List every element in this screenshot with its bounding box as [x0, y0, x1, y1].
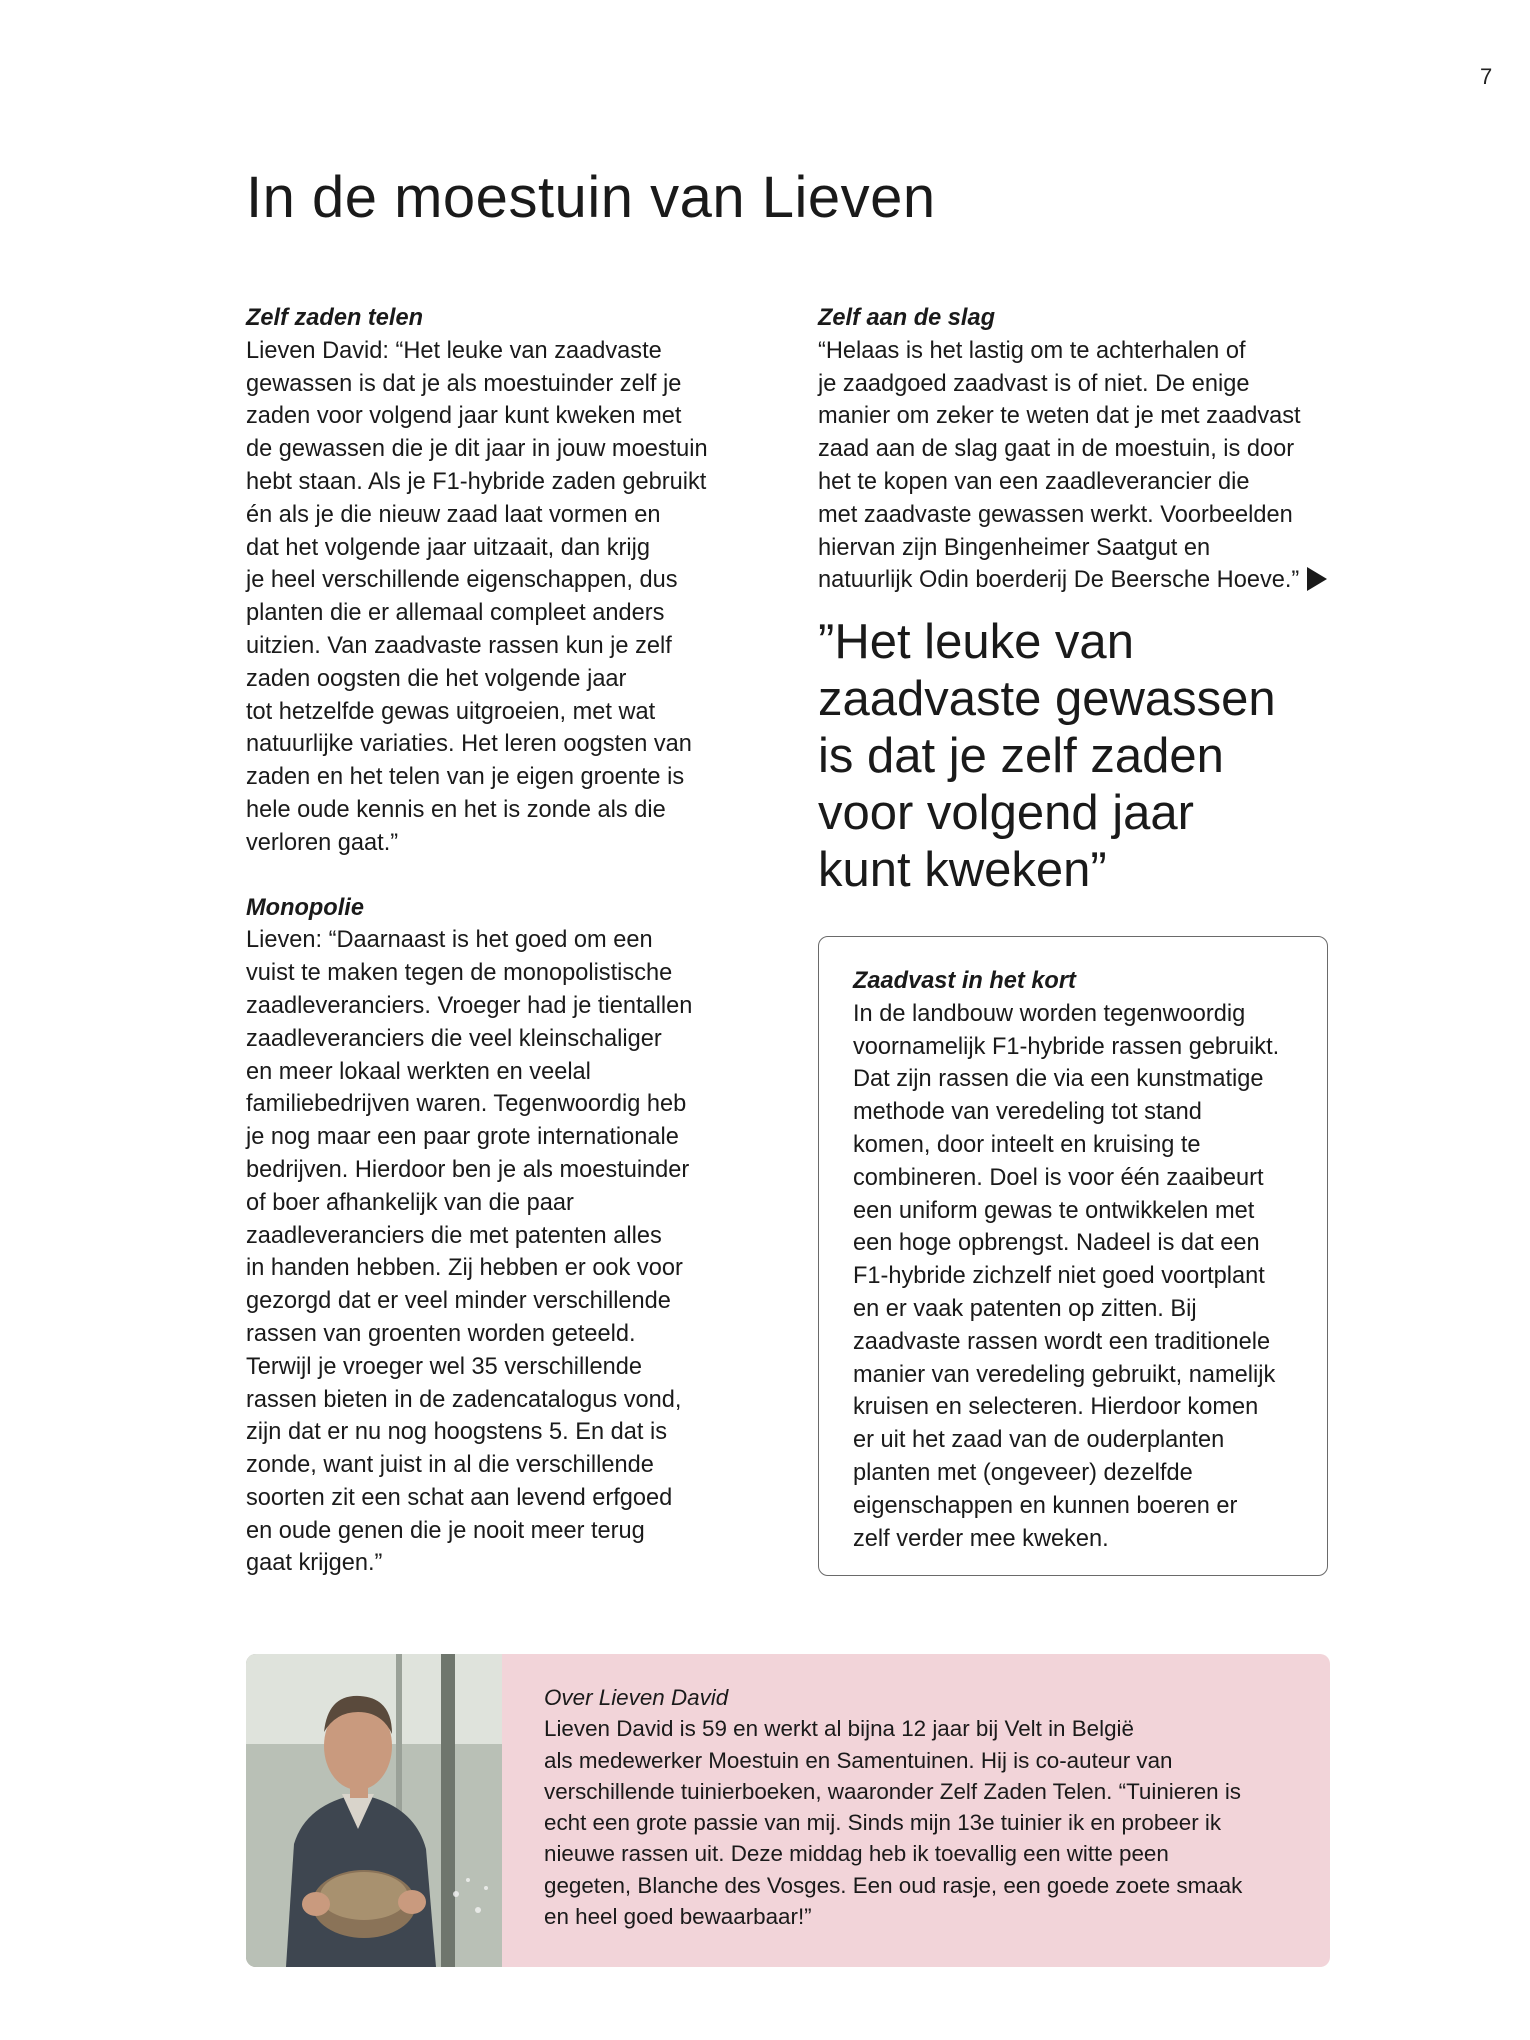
text-line: bedrijven. Hierdoor ben je als moestuinder — [246, 1156, 690, 1183]
text-line: een uniform gewas te ontwikkelen met — [853, 1197, 1255, 1224]
section-text-monopolie — [246, 924, 766, 1580]
text-line-with-arrow — [818, 564, 1358, 597]
text-line: manier om zeker te weten dat je met zaadvast — [818, 403, 1301, 430]
text-line: je zaadgoed zaadvast is of niet. De enige — [818, 370, 1250, 397]
text-line: zaadleveranciers die veel kleinschaliger — [246, 1025, 662, 1052]
text-line: kruisen en selecteren. Hierdoor komen — [853, 1394, 1259, 1421]
text-line: zaden oogsten die het volgende jaar — [246, 665, 627, 692]
text-line: en oude genen die je nooit meer terug — [246, 1517, 645, 1544]
text-line: tot hetzelfde gewas uitgroeien, met wat — [246, 698, 656, 725]
text-line: soorten zit een schat aan levend erfgoed — [246, 1484, 673, 1511]
text-line: zaadvaste rassen wordt een traditionele — [853, 1328, 1271, 1355]
text-line: zijn dat er nu nog hoogstens 5. En dat is — [246, 1419, 668, 1446]
text-line: en er vaak patenten op zitten. Bij — [853, 1295, 1197, 1322]
text-line: en meer lokaal werkten en veelal — [246, 1058, 591, 1085]
pull-quote-line: is dat je zelf zaden — [818, 729, 1224, 783]
text-line: uitzien. Van zaadvaste rassen kun je zelf — [246, 632, 672, 659]
text-line: of boer afhankelijk van die paar — [246, 1189, 574, 1216]
right-column — [818, 302, 1358, 597]
text-line: voornamelijk F1-hybride rassen gebruikt. — [853, 1033, 1280, 1060]
page-title: In de moestuin van Lieven — [246, 165, 936, 230]
text-line: Lieven David is 59 en werkt al bijna 12 jaar bij Velt in België — [544, 1716, 1134, 1742]
section-text-zelf-aan-de-slag — [818, 335, 1358, 597]
text-line: natuurlijk Odin boerderij De Beersche Hoeve.” — [818, 567, 1300, 594]
text-line: nieuwe rassen uit. Deze middag heb ik toevallig een witte peen — [544, 1841, 1169, 1867]
section-heading-zelf-aan-de-slag: Zelf aan de slag — [818, 305, 996, 331]
text-line: gaat krijgen.” — [246, 1550, 383, 1577]
text-line: een hoge opbrengst. Nadeel is dat een — [853, 1230, 1260, 1257]
text-line: met zaadvaste gewassen werkt. Voorbeelden — [818, 501, 1293, 528]
text-line: je nog maar een paar grote internationale — [246, 1124, 679, 1151]
text-line: zaden voor volgend jaar kunt kweken met — [246, 403, 682, 430]
continue-arrow-icon — [1307, 567, 1327, 591]
info-box-text — [853, 998, 1327, 1556]
text-line: dat het volgende jaar uitzaait, dan krijg — [246, 534, 650, 561]
text-line: gewassen is dat je als moestuinder zelf je — [246, 370, 682, 397]
text-line: eigenschappen en kunnen boeren er — [853, 1492, 1238, 1519]
text-line: komen, door inteelt en kruising te — [853, 1131, 1201, 1158]
text-line: je heel verschillende eigenschappen, dus — [246, 567, 678, 594]
pull-quote-line: kunt kweken” — [818, 843, 1107, 897]
pull-quote-line: voor volgend jaar — [818, 786, 1194, 840]
info-box-heading: Zaadvast in het kort — [853, 968, 1076, 994]
text-line: er uit het zaad van de ouderplanten — [853, 1427, 1225, 1454]
text-line: zaden en het telen van je eigen groente is — [246, 764, 685, 791]
text-line: Lieven David: “Het leuke van zaadvaste — [246, 337, 662, 364]
bio-paragraph — [544, 1713, 1304, 1932]
pull-quote — [818, 614, 1378, 899]
portrait-illustration — [246, 1654, 502, 1967]
pull-quote-line: ”Het leuke van — [818, 615, 1134, 669]
text-line: manier van veredeling gebruikt, namelijk — [853, 1361, 1276, 1388]
text-line: echt een grote passie van mij. Sinds mijn 13e tuinier ik en probeer ik — [544, 1810, 1222, 1836]
left-column — [246, 302, 766, 1580]
text-line: zaad aan de slag gaat in de moestuin, is door — [818, 436, 1295, 463]
text-line: rassen van groenten worden geteeld. — [246, 1320, 636, 1347]
text-line: verschillende tuinierboeken, waaronder Zelf Zaden Telen. “Tuinieren is — [544, 1778, 1241, 1804]
text-line: het te kopen van een zaadleverancier die — [818, 468, 1250, 495]
text-line: methode van veredeling tot stand — [853, 1099, 1202, 1126]
text-line: Terwijl je vroeger wel 35 verschillende — [246, 1353, 643, 1380]
bio-text — [544, 1682, 1304, 1932]
text-line: als medewerker Moestuin en Samentuinen. Hij is co-auteur van — [544, 1747, 1173, 1773]
text-line: planten die er allemaal compleet anders — [246, 600, 665, 627]
portrait-photo — [246, 1654, 502, 1967]
text-line: “Helaas is het lastig om te achterhalen of — [818, 337, 1246, 364]
text-line: zaadleveranciers die met patenten alles — [246, 1222, 662, 1249]
text-line: gegeten, Blanche des Vosges. Een oud rasje, een goede zoete smaak — [544, 1872, 1243, 1898]
text-line: de gewassen die je dit jaar in jouw moestuin — [246, 436, 708, 463]
text-line: vuist te maken tegen de monopolistische — [246, 960, 673, 987]
text-line: en heel goed bewaarbaar!” — [544, 1904, 812, 1930]
text-line: in handen hebben. Zij hebben er ook voor — [246, 1255, 683, 1282]
text-line: zonde, want juist in al die verschillende — [246, 1452, 654, 1479]
text-line: hebt staan. Als je F1-hybride zaden gebruikt — [246, 468, 707, 495]
text-line: F1-hybride zichzelf niet goed voortplant — [853, 1263, 1265, 1290]
text-line: combineren. Doel is voor één zaaibeurt — [853, 1164, 1264, 1191]
section-heading-monopolie: Monopolie — [246, 894, 364, 921]
bio-heading: Over Lieven David — [544, 1685, 729, 1710]
pull-quote-line: zaadvaste gewassen — [818, 672, 1276, 726]
bio-box — [246, 1654, 1330, 1967]
text-line: zelf verder mee kweken. — [853, 1525, 1109, 1552]
text-line: gezorgd dat er veel minder verschillende — [246, 1288, 671, 1315]
text-line: Dat zijn rassen die via een kunstmatige — [853, 1066, 1264, 1093]
section-text-zelf-zaden-telen — [246, 335, 766, 860]
info-box-zaadvast — [818, 936, 1328, 1576]
text-line: Lieven: “Daarnaast is het goed om een — [246, 927, 653, 954]
section-heading-zelf-zaden-telen: Zelf zaden telen — [246, 305, 423, 331]
text-line: rassen bieten in de zadencatalogus vond, — [246, 1386, 682, 1413]
text-line: hele oude kennis en het is zonde als die — [246, 796, 666, 823]
page-number: 7 — [1480, 64, 1493, 89]
text-line: planten met (ongeveer) dezelfde — [853, 1459, 1193, 1486]
text-line: In de landbouw worden tegenwoordig — [853, 1000, 1246, 1027]
text-line: verloren gaat.” — [246, 829, 399, 856]
text-line: natuurlijke variaties. Het leren oogsten van — [246, 731, 692, 758]
text-line: hiervan zijn Bingenheimer Saatgut en — [818, 534, 1211, 561]
text-line: zaadleveranciers. Vroeger had je tientallen — [246, 992, 693, 1019]
text-line: familiebedrijven waren. Tegenwoordig heb — [246, 1091, 687, 1118]
text-line: én als je die nieuw zaad laat vormen en — [246, 501, 661, 528]
